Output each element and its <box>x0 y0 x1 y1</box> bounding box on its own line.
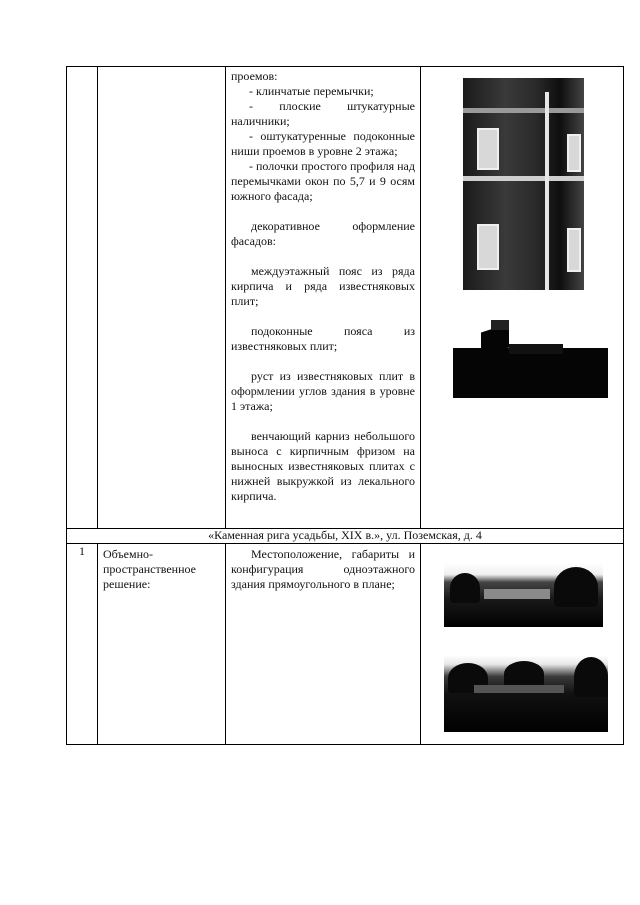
feature-description: Местоположение, габариты и конфигурация одноэтажного здания прямоугольного в плане; <box>231 547 415 591</box>
description-paragraph: венчающий карниз небольшого выноса с кирпичным фризом на выносных известняковых плитах с нижней выкружкой из лекального кирпича. <box>231 429 415 503</box>
description-paragraph: - оштукатуренные подоконные ниши проемов в уровне 2 этажа; <box>231 129 415 158</box>
number-cell <box>67 67 98 529</box>
section-caption: «Каменная рига усадьбы, XIX в.», ул. Поземская, д. 4 <box>67 529 624 544</box>
row-number: 1 <box>67 544 98 745</box>
spacer <box>231 414 415 429</box>
description-paragraph: руст из известняковых плит в оформлении углов здания в уровне 1 этажа; <box>231 369 415 413</box>
description-paragraph: подоконные пояса из известняковых плит; <box>231 324 415 353</box>
spacer <box>231 249 415 264</box>
name-cell <box>98 544 226 745</box>
feature-name: Объемно-пространственное решение: <box>103 547 196 591</box>
description-cell <box>226 67 421 529</box>
spacer <box>231 309 415 324</box>
description-paragraph: проемов: <box>231 69 278 83</box>
photo-barn-view-2-icon <box>444 655 608 732</box>
photo-brick-facade-icon <box>463 78 584 290</box>
table-row <box>67 529 624 544</box>
description-paragraph: декоративное оформление фасадов: <box>231 219 415 248</box>
photo-barn-view-1-icon <box>444 563 603 627</box>
description-paragraph: междуэтажный пояс из ряда кирпича и ряда известняковых плит; <box>231 264 415 308</box>
spacer <box>231 354 415 369</box>
description-paragraph: - клинчатые перемычки; <box>249 84 374 98</box>
description-cell <box>226 544 421 745</box>
description-paragraph: - полочки простого профиля над перемычками окон по 5,7 и 9 осям южного фасада; <box>231 159 415 203</box>
name-cell <box>98 67 226 529</box>
photo-cornice-detail-icon <box>453 320 608 402</box>
description-paragraph: - плоские штукатурные наличники; <box>231 99 415 128</box>
description-text <box>226 67 420 504</box>
spacer <box>231 204 415 219</box>
